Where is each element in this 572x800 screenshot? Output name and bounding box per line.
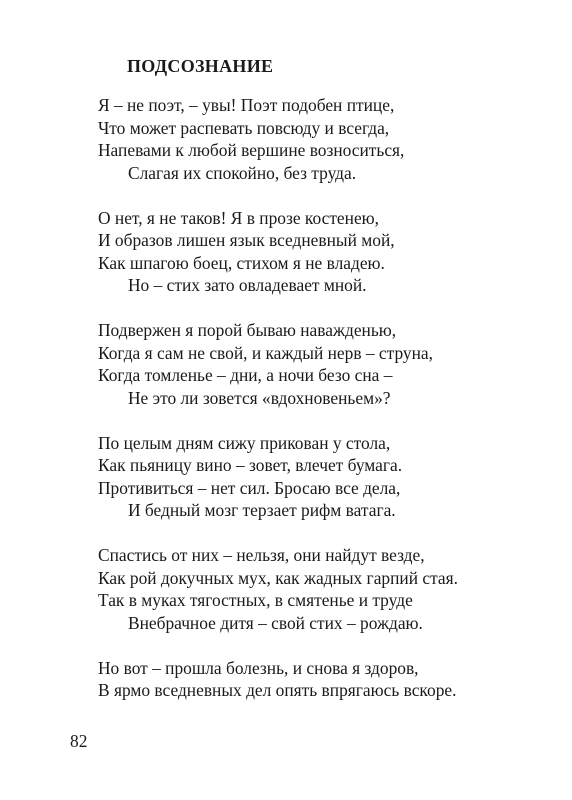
poem-line: Как рой докучных мух, как жадных гарпий стая. [98, 567, 458, 588]
poem-line: Напевами к любой вершине возноситься, [98, 140, 405, 160]
poem-line: И образов лишен язык вседневный мой, [98, 230, 395, 250]
poem-line: О нет, я не таков! Я в прозе костенею, [98, 207, 380, 228]
page-number: 82 [70, 731, 88, 751]
poem-line-indented: Не это ли зовется «вдохновеньем»? [128, 387, 391, 408]
poem-line: Но вот – прошла болезнь, и снова я здоров, [98, 657, 419, 678]
poem-line: Что может распевать повсюду и всегда, [98, 117, 390, 138]
poem-title: ПОДСОЗНАНИЕ [127, 56, 274, 76]
poem-line: Как пьяницу вино – зовет, влечет бумага. [98, 455, 403, 475]
poem-body [98, 94, 538, 724]
poem-line: Так в муках тягостных, в смятенье и труде [98, 590, 413, 610]
stanza [98, 544, 538, 634]
poem-line: Спастись от них – нельзя, они найдут везде, [98, 545, 425, 565]
poem-line-indented: Слагая их спокойно, без труда. [128, 162, 357, 183]
stanza [98, 207, 538, 297]
poem-line: Я – не поэт, – увы! Поэт подобен птице, [98, 95, 395, 115]
poem-line: Подвержен я порой бываю наважденью, [98, 320, 397, 340]
stanza [98, 432, 538, 522]
stanza [98, 94, 538, 184]
stanza [98, 657, 538, 702]
stanza [98, 319, 538, 409]
poem-line-indented: Внебрачное дитя – свой стих – рождаю. [128, 612, 423, 633]
poem-line: Как шпагою боец, стихом я не владею. [98, 252, 385, 273]
poem-line: Когда томленье – дни, а ночи безо сна – [98, 365, 393, 385]
poem-line: Когда я сам не свой, и каждый нерв – струна, [98, 342, 433, 363]
poem-line-indented: И бедный мозг терзает рифм ватага. [128, 500, 396, 520]
poem-line: Противиться – нет сил. Бросаю все дела, [98, 477, 401, 498]
poem-line: По целым дням сижу прикован у стола, [98, 432, 391, 453]
poem-line: В ярмо вседневных дел опять впрягаюсь вскоре. [98, 680, 457, 700]
poem-line-indented: Но – стих зато овладевает мной. [128, 275, 367, 295]
